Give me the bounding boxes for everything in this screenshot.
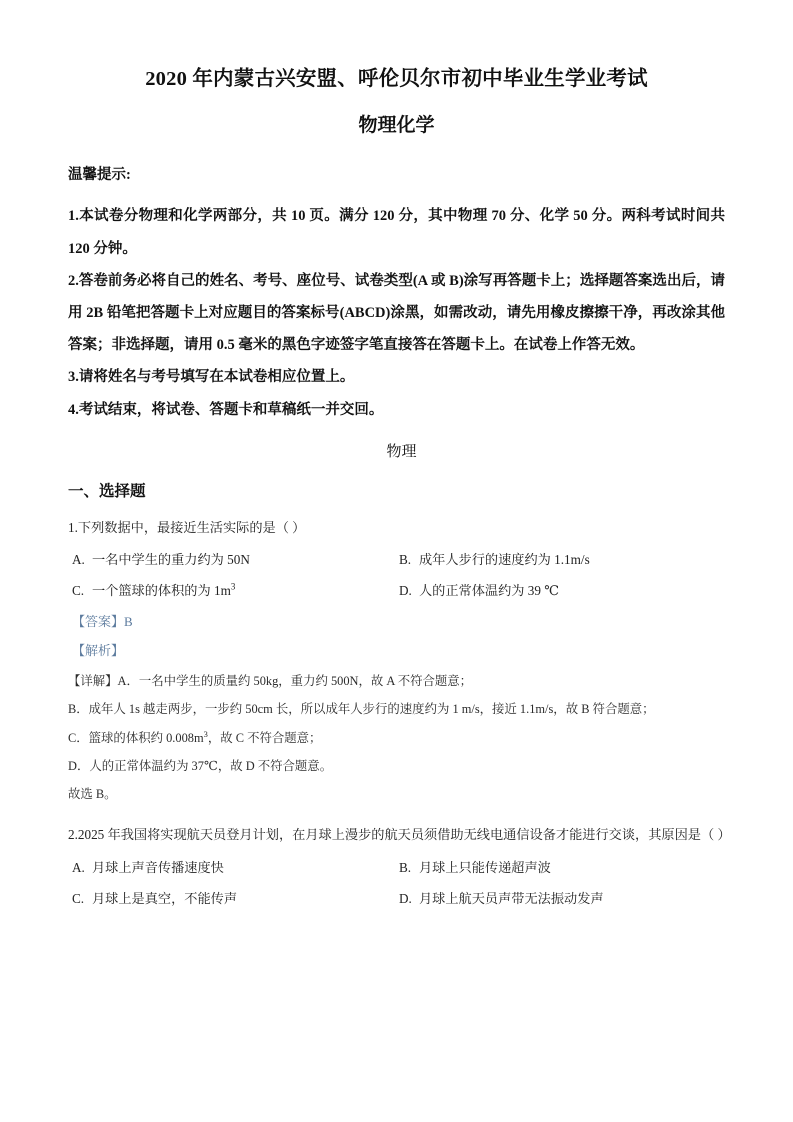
option-1-b-text: 成年人步行的速度约为 1.1m/s [419,552,590,568]
notice-item-2: 2.答卷前务必将自己的姓名、考号、座位号、试卷类型(A 或 B)涂写再答题卡上；选择题答案选出后，请用 2B 铅笔把答题卡上对应题目的答案标号(ABCD)涂黑，如需改动，请先用橡皮擦擦干净，再改涂其他答案；非选择题，请用 0.5 毫米的黑色字迹签字笔直接答在答题卡上。在试卷上作答无效。 [68,272,725,354]
question-1-details [68,667,725,808]
question-2-options [68,852,725,914]
option-1-c-superscript: 3 [230,582,236,593]
option-1-a[interactable] [68,544,395,575]
detail-line-c [68,724,725,752]
option-1-a-text: 一名中学生的重力约为 50N [92,552,250,568]
question-1-options [68,544,725,606]
option-1-c[interactable] [68,575,395,606]
detail-c-pre: C．篮球的体积约 0.008m [68,730,204,745]
notice-block [68,165,725,426]
option-1-b[interactable] [395,544,725,575]
subject-heading: 物理 [386,443,417,460]
option-row-ab [68,544,725,575]
detail-c-post: ，故 C 不符合题意； [207,730,322,745]
detail-b-pre: B．成年人 1s 越走两步，一步约 50cm 长，所以成年人步行的速度约为 1 m/s，接近 1.1m/s，故 B 符合题意； [68,702,655,717]
option-row-ab [68,852,725,883]
option-2-b[interactable] [395,852,725,883]
option-row-cd [68,883,725,914]
detail-line-conclusion [68,780,725,808]
option-2-c-text: 月球上是真空，不能传声 [92,891,238,907]
option-2-b-label: B. [399,860,412,876]
notice-item-4: 4.考试结束，将试卷、答题卡和草稿纸一并交回。 [68,401,384,418]
page-subtitle: 物理化学 [358,114,435,136]
answer-label: 【答案】 [72,613,125,629]
notice-heading: 温馨提示: [68,166,131,183]
option-1-d-text: 人的正常体温约为 39 ℃ [419,583,560,599]
option-2-c[interactable] [68,883,395,914]
section-heading-choice: 一、选择题 [68,482,146,500]
option-1-a-label: A. [72,552,85,568]
notice-item-3: 3.请将姓名与考号填写在本试卷相应位置上。 [68,369,355,386]
option-2-d-label: D. [399,891,412,907]
detail-d-pre: D．人的正常体温约为 37℃，故 D 不符合题意。 [68,758,333,773]
option-2-a[interactable] [68,852,395,883]
option-2-b-text: 月球上只能传递超声波 [419,860,551,876]
option-1-d[interactable] [395,575,725,606]
detail-line-b [68,695,725,723]
option-1-b-label: B. [399,552,412,568]
detail-line-d [68,752,725,780]
option-1-c-label: C. [72,583,85,599]
question-2 [68,822,731,914]
option-row-cd [68,575,725,606]
question-1-stem: 1.下列数据中，最接近生活实际的是（ ） [68,519,306,535]
option-2-d[interactable] [395,883,725,914]
question-2-stem: 2.2025 年我国将实现航天员登月计划，在月球上漫步的航天员须借助无线电通信设备才能进行交谈，其原因是（ ） [68,827,731,843]
option-2-d-text: 月球上航天员声带无法振动发声 [419,891,604,907]
option-2-c-label: C. [72,891,85,907]
detail-c-superscript: 3 [203,728,208,739]
detail-line-a [68,667,725,695]
detail-a-pre: 【详解】A．一名中学生的质量约 50kg，重力约 500N，故 A 不符合题意； [68,674,473,688]
option-1-d-label: D. [399,583,412,599]
question-1-analysis-label: 【解析】 [72,642,125,658]
option-2-a-text: 月球上声音传播速度快 [92,860,224,876]
option-1-c-text: 一个篮球的体积的为 1m [92,583,231,599]
question-1 [68,515,725,809]
question-1-answer [68,607,725,636]
answer-value: B [124,613,133,629]
option-2-a-label: A. [72,860,85,876]
detail-conclusion-pre: 故选 B。 [68,787,117,802]
notice-item-1: 1.本试卷分物理和化学两部分，共 10 页。满分 120 分，其中物理 70 分、化学 50 分。两科考试时间共 120 分钟。 [68,208,725,257]
page-title: 2020 年内蒙古兴安盟、呼伦贝尔市初中毕业生学业考试 [145,68,648,90]
